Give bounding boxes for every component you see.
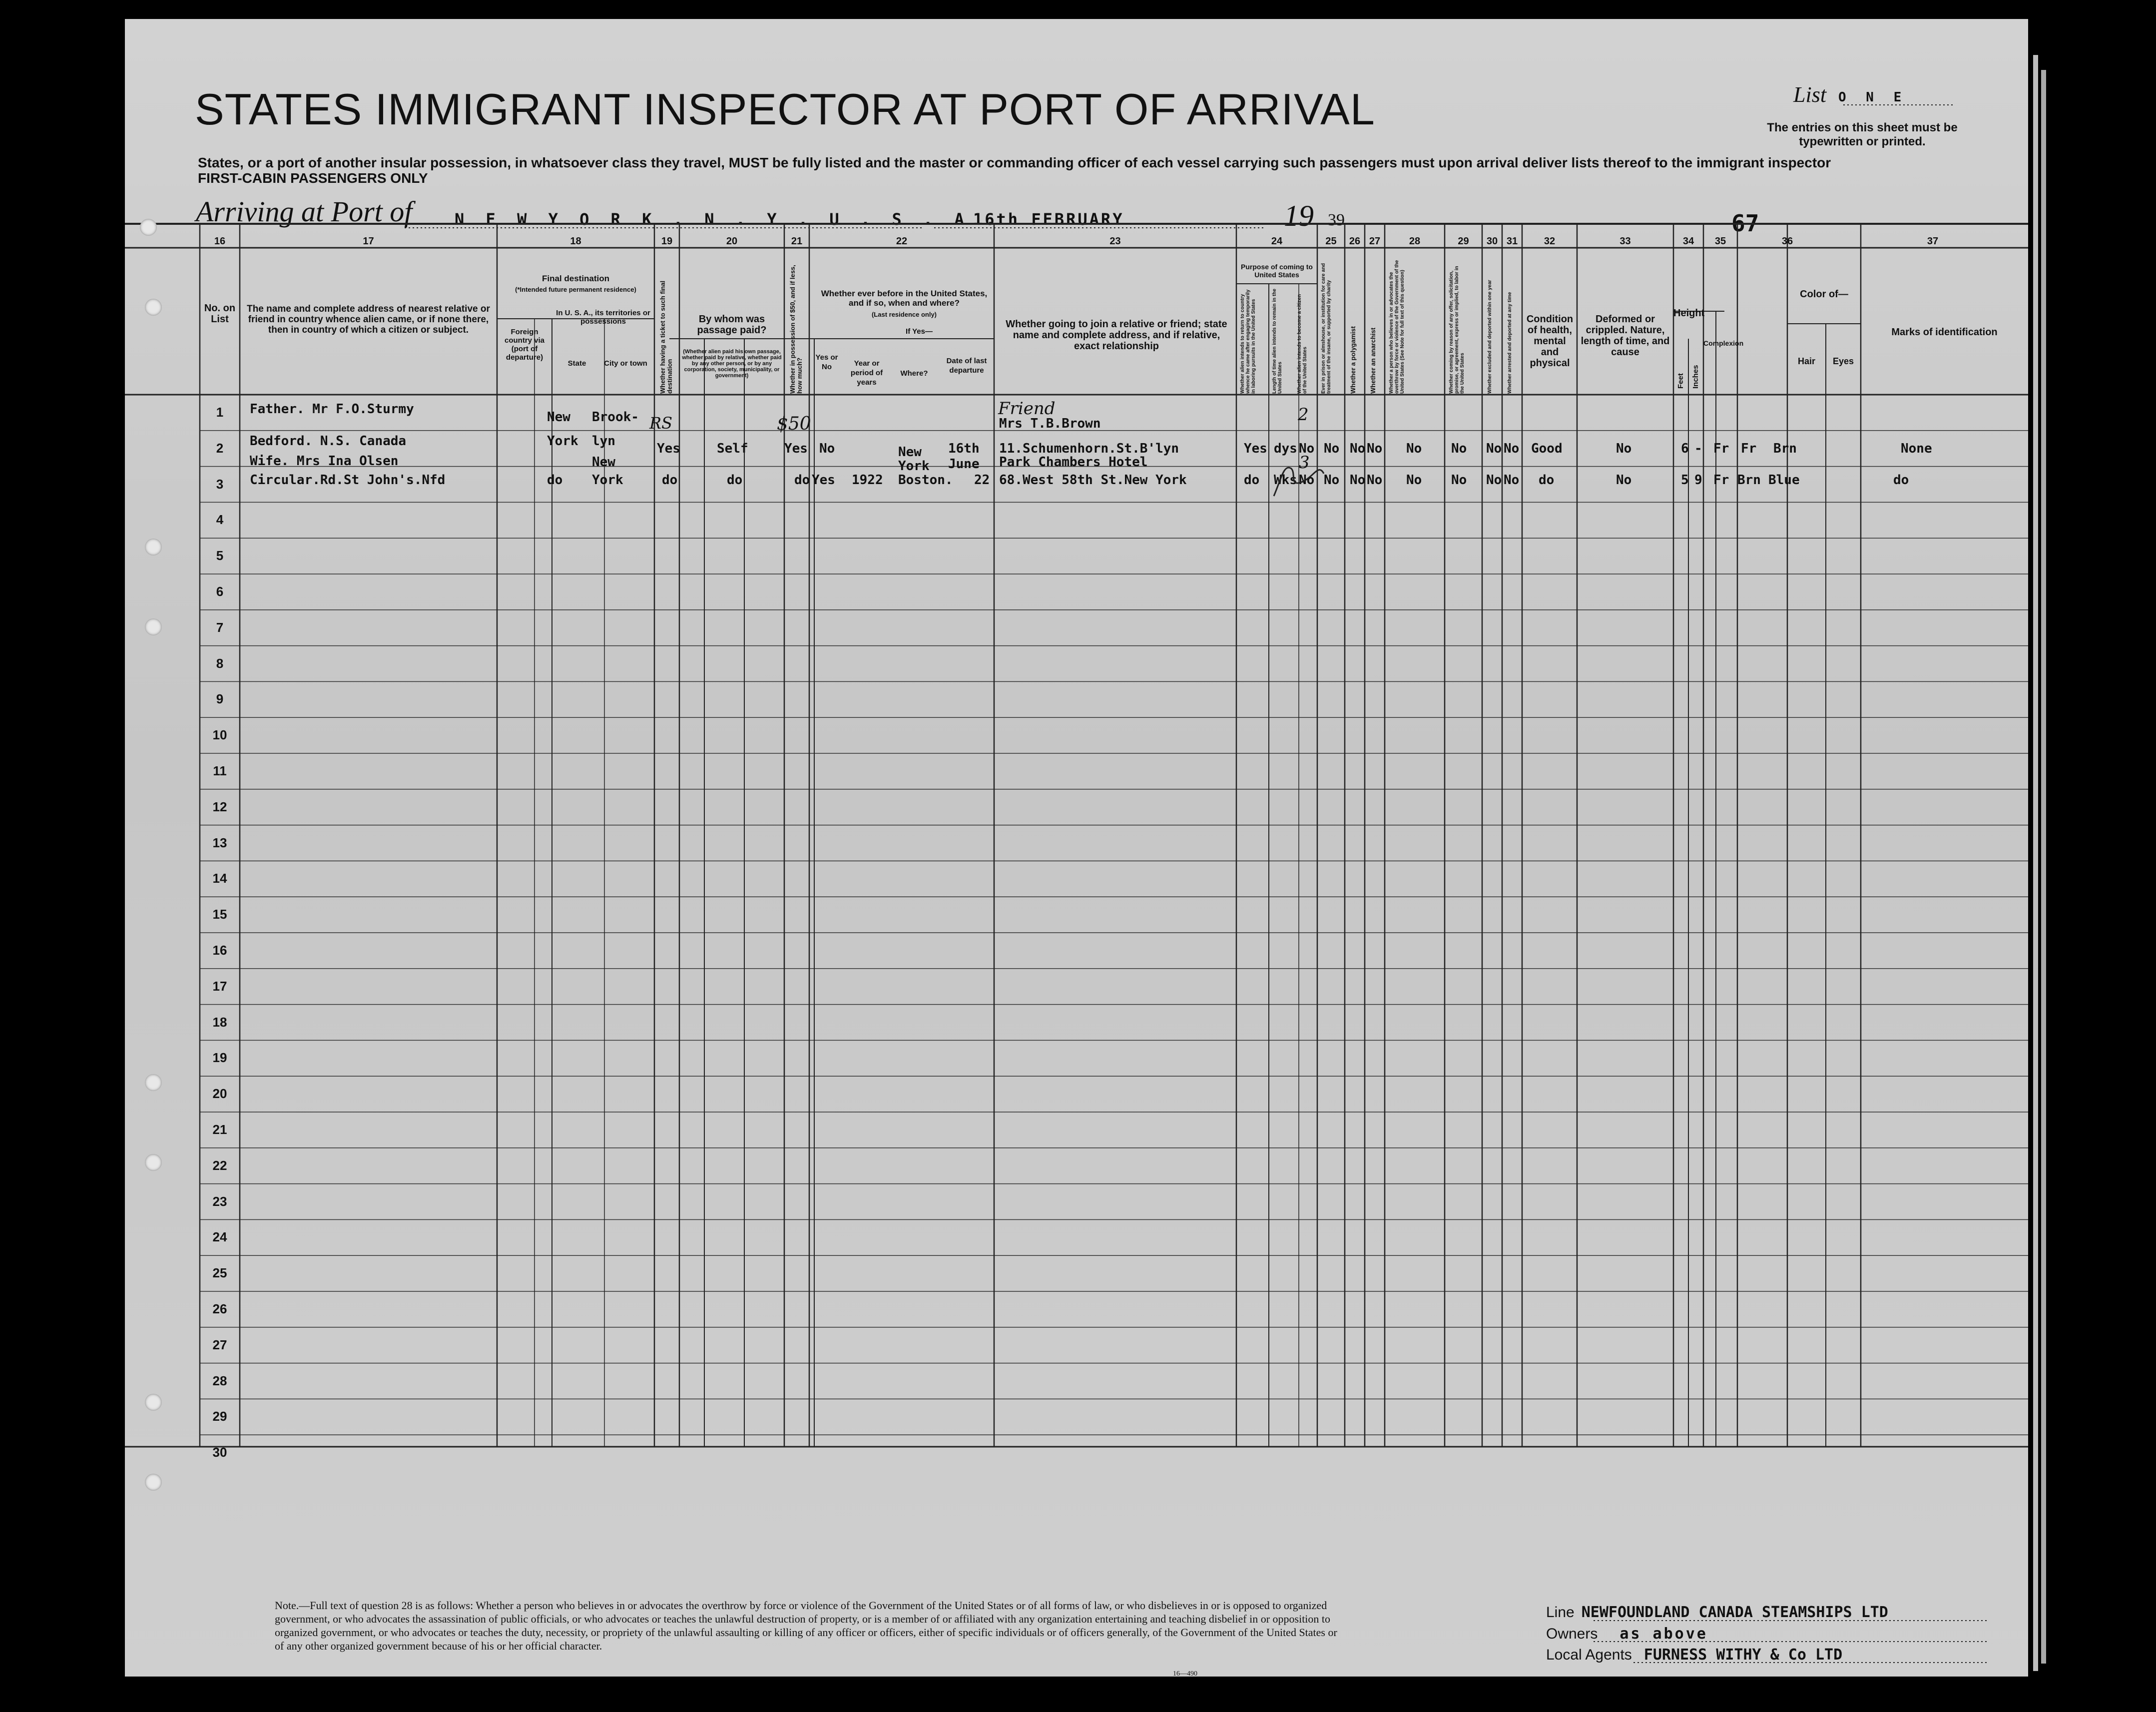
header-purpose: Purpose of coming to United States [1241, 263, 1313, 279]
row-number: 16 [212, 943, 227, 958]
line-value: NEWFOUNDLAND CANADA STEAMSHIPS LTD [1581, 1604, 1888, 1621]
row-number: 4 [216, 512, 224, 528]
r1-relative: Father. Mr F.O.Sturmy [250, 402, 414, 417]
row-number: 12 [212, 799, 227, 814]
header-before-us-sub: (Last residence only) [871, 311, 937, 318]
col-num: 30 [1486, 236, 1498, 247]
r2-eyes: Blue [1768, 473, 1800, 488]
hand-initials: RS [649, 414, 673, 433]
r1-state: York [547, 434, 578, 449]
form-grid [125, 19, 2028, 1677]
header-purpose-a: Whether alien intends to return to country whence he came after engaging temporarily in laboring pursuits in the United States [1240, 289, 1256, 394]
header-feet: Feet [1676, 373, 1685, 389]
r1-ticket: Yes [657, 441, 680, 456]
page-edge [2041, 70, 2046, 1664]
r2-date: June [948, 457, 980, 472]
header-eyes: Eyes [1832, 356, 1854, 366]
col-num: 29 [1458, 236, 1469, 247]
col-num: 35 [1714, 236, 1726, 247]
row-number: 2 [216, 440, 224, 456]
col-num: 34 [1682, 236, 1694, 247]
r2-c24a: do [1244, 473, 1260, 488]
binder-hole [145, 299, 162, 316]
r2-c30: No [1486, 473, 1502, 488]
header-fifty: Whether in possession of $50, and if less, how much? [789, 265, 803, 394]
hand-fifty: $50 [777, 414, 811, 434]
r1-city: lyn [592, 434, 615, 449]
r1-before: No [819, 441, 835, 456]
r1-address: Bedford. N.S. Canada [250, 434, 407, 449]
footer-underlines [1584, 1618, 1993, 1668]
r1-marks: None [1901, 441, 1932, 456]
row-number: 20 [212, 1086, 227, 1102]
hand-stroke [1269, 459, 1329, 504]
col-num: 36 [1781, 236, 1793, 247]
r2-date: 16th [948, 441, 980, 456]
subtitle: States, or a port of another insular possession, in whatsoever class they travel, MUST be fully listed and the master or commanding officer of each vessel carrying such passengers must upon arrival deliver lists thereof to the immigrant inspector [198, 155, 1831, 170]
r2-c28: No [1406, 473, 1422, 488]
r1-c31: No [1504, 441, 1520, 456]
r2-where: Boston. [898, 473, 953, 488]
row-number: 8 [216, 655, 224, 671]
row-number: 29 [212, 1409, 227, 1424]
r1-fifty: Yes [784, 441, 808, 456]
header-no-on-list: No. on List [204, 303, 236, 325]
r2-feet: 5 [1681, 473, 1689, 488]
r1-join: Mrs T.B.Brown [999, 416, 1101, 431]
r2-where: New [898, 445, 922, 460]
r1-city: Brook- [592, 410, 639, 425]
header-overthrow: Whether a person who believes in or advocates the overthrow by force or violence of the Government of the United States (See Note for full text of this question) [1389, 260, 1405, 394]
header-passage-paid: By whom was passage paid? [697, 314, 767, 336]
header-polygamist: Whether a polygamist [1349, 326, 1357, 394]
col-num: 25 [1325, 236, 1337, 247]
row-number: 26 [212, 1301, 227, 1316]
r2-where: York [898, 459, 930, 474]
r1-deformed: No [1616, 441, 1632, 456]
col-num: 23 [1109, 236, 1121, 247]
header-join: Whether going to join a relative or friend; state name and complete address, and if relative, exact relationship [1006, 319, 1227, 352]
r1-c24c: No [1299, 441, 1315, 456]
col-num: 19 [661, 236, 673, 247]
hand-three: 3 [1299, 453, 1310, 473]
r2-fifty: do [794, 473, 810, 488]
row-number: 30 [212, 1445, 227, 1460]
r2-c25: No [1324, 473, 1340, 488]
col-num: 18 [570, 236, 581, 247]
header-state: State [567, 359, 586, 368]
agents-label: Local Agents [1546, 1647, 1632, 1663]
row-number: 18 [212, 1014, 227, 1030]
header-year: Year or period of years [850, 359, 883, 387]
r1-c24a: Yes [1244, 441, 1267, 456]
r2-c26: No [1350, 473, 1366, 488]
r1-c24b: dys [1274, 441, 1297, 456]
r2-c24c: No [1299, 473, 1315, 488]
r2-hair: Brn [1737, 473, 1761, 488]
header-yes-no: Yes or No [815, 353, 838, 371]
r1-c28: No [1406, 441, 1422, 456]
r2-city: New [592, 455, 615, 470]
col-num: 31 [1506, 236, 1518, 247]
row-number: 27 [212, 1337, 227, 1352]
row-number: 24 [212, 1229, 227, 1245]
header-labor-offer: Whether coming by reason of any offer, solicitation, promise, or agreement, express or implied, to labor in the United States [1449, 266, 1465, 394]
r2-address: Circular.Rd.St John's.Nfd [250, 473, 446, 488]
hand-two: 2 [1298, 405, 1309, 425]
col-num: 37 [1927, 236, 1939, 247]
r2-c31: No [1504, 473, 1520, 488]
r2-state: do [547, 473, 563, 488]
header-inches: Inches [1691, 365, 1700, 389]
hand-friend: Friend [998, 399, 1056, 419]
row-number: 3 [216, 476, 224, 492]
r2-ticket: do [662, 473, 678, 488]
col-num: 33 [1619, 236, 1631, 247]
page-edge [2033, 55, 2038, 1671]
header-color: Color of— [1800, 289, 1848, 300]
row-number: 10 [212, 727, 227, 743]
header-deformed: Deformed or crippled. Nature, length of time, and cause [1581, 314, 1670, 358]
r2-year: 1922 [852, 473, 883, 488]
agents-value: FURNESS WITHY & Co LTD [1643, 1646, 1843, 1664]
header-purpose-b: Length of time alien intends to remain in the United States [1272, 288, 1283, 394]
header-city: City or town [604, 359, 647, 368]
r2-c24b: Wks [1274, 473, 1297, 488]
row-number: 25 [212, 1265, 227, 1281]
r1-health: Good [1531, 441, 1563, 456]
header-ticket: Whether having a ticket to such final destination [659, 280, 673, 394]
binder-hole [145, 1074, 162, 1091]
r2-join: Park Chambers Hotel [999, 455, 1148, 470]
header-prison: Ever in prison or almshouse, or institution for care and treatment of the insane, or supported by charity [1321, 263, 1332, 394]
form-code: 16—490 [1173, 1670, 1197, 1678]
header-marks: Marks of identification [1891, 327, 1998, 338]
row-number: 14 [212, 871, 227, 886]
page-number: 67 [1731, 210, 1759, 237]
header-final-destination-sub: (*Intended future permanent residence) [515, 286, 636, 293]
col-num: 24 [1271, 236, 1283, 247]
header-passage-paid-sub: (Whether alien paid his own passage, whether paid by relative, whether paid by any other person, or by any corporation, society, municipality, or government) [682, 349, 782, 379]
header-where: Where? [900, 369, 928, 378]
owners-label: Owners [1546, 1626, 1598, 1642]
binder-hole [145, 539, 162, 556]
r2-complexion: Fr [1713, 473, 1729, 488]
manifest-sheet [125, 19, 2028, 1677]
header-purpose-c: Whether alien intends to become a citizen of the United States [1297, 294, 1308, 394]
year-suffix: 39 [1328, 211, 1345, 229]
header-before-us: Whether ever before in the United States, and if so, when and where? [821, 289, 988, 308]
row-number: 6 [216, 584, 224, 599]
r2-before: Yes [812, 473, 835, 488]
r2-health: do [1539, 473, 1555, 488]
header-relative: The name and complete address of nearest relative or friend in country whence alien came, or if none there, then in country of which a citizen or subject. [247, 304, 490, 335]
col-num: 26 [1349, 236, 1361, 247]
row-number: 17 [212, 978, 227, 994]
page-title: STATES IMMIGRANT INSPECTOR AT PORT OF ARRIVAL [195, 84, 1375, 134]
header-date-departure: Date of last departure [946, 357, 987, 375]
class-line: FIRST-CABIN PASSENGERS ONLY [198, 170, 428, 186]
arrival-date: 16th FEBRUARY [973, 210, 1124, 229]
list-label: List [1793, 82, 1827, 107]
binder-hole [140, 219, 157, 236]
footer-note: Note.—Full text of question 28 is as follows: Whether a person who believes in or advocates the overthrow by force or violence of the Government of the United States or of all forms of law, or who disbelieves in or is opposed to organized government, or who advocates the assassination of public officials, or who advocates or teaches the unlawful destruction of property, or is a member of or affiliated with any organization entertaining and teaching disbelief in or opposition to organized government, or who advocates or teaches the duty, necessity, or propriety of the unlawful assaulting or killing of any officer or officers, either of specific individuals or of officers generally, of the Government of the United States or of any other organized government because of his or her official character. [275, 1599, 1337, 1652]
binder-hole [145, 1394, 162, 1411]
r2-marks: do [1893, 473, 1909, 488]
r1-hair: Fr [1741, 441, 1757, 456]
row-number: 22 [212, 1157, 227, 1173]
col-num: 17 [363, 236, 374, 247]
port-value: N E W Y O R K . N . Y . U . S . A . [455, 210, 1002, 229]
r2-join: 68.West 58th St.New York [999, 473, 1187, 488]
header-if-yes: If Yes— [906, 327, 933, 336]
r1-c30: No [1486, 441, 1502, 456]
header-usa: In U. S. A., its territories or possessions [556, 309, 650, 326]
binder-hole [145, 1154, 162, 1171]
r1-join: 11.Schumenhorn.St.B'lyn [999, 441, 1179, 456]
r1-inches: - [1694, 441, 1702, 456]
list-value: O N E [1838, 90, 1908, 105]
row-number: 9 [216, 691, 224, 707]
row-number: 15 [212, 907, 227, 922]
header-health: Condition of health, mental and physical [1526, 314, 1574, 369]
row-number: 7 [216, 619, 224, 635]
year-prefix: 19 [1284, 199, 1314, 232]
header-foreign-country: Foreign country via (port of departure) [504, 328, 545, 362]
header-anarchist: Whether an anarchist [1369, 327, 1377, 394]
r2-c29: No [1451, 473, 1467, 488]
owners-value: as above [1619, 1625, 1708, 1643]
r1-c25: No [1324, 441, 1340, 456]
r1-paid: Self [717, 441, 748, 456]
r2-city: York [592, 473, 623, 488]
row-number: 5 [216, 548, 224, 564]
col-num: 32 [1544, 236, 1556, 247]
header-height: Height [1673, 308, 1705, 319]
r1-complexion: Fr [1713, 441, 1729, 456]
r1-c29: No [1451, 441, 1467, 456]
row-number: 1 [216, 405, 224, 420]
line-label: Line [1546, 1604, 1575, 1621]
row-number: 28 [212, 1373, 227, 1388]
col-num: 28 [1409, 236, 1421, 247]
r1-eyes: Brn [1773, 441, 1797, 456]
entries-note: The entries on this sheet must be typewritten or printed. [1767, 121, 1958, 148]
col-num: 20 [726, 236, 738, 247]
binder-hole [145, 1474, 162, 1491]
col-num: 16 [214, 236, 226, 247]
col-num: 21 [791, 236, 803, 247]
r2-relative: Wife. Mrs Ina Olsen [250, 454, 399, 469]
header-excluded: Whether excluded and deported within one year [1487, 280, 1493, 394]
r2-deformed: No [1616, 473, 1632, 488]
r2-c27: No [1367, 473, 1383, 488]
col-num: 22 [896, 236, 908, 247]
r2-inches: 9 [1694, 473, 1702, 488]
header-final-destination: Final destination [541, 274, 610, 283]
r2-date: 22 [974, 473, 990, 488]
row-number: 13 [212, 835, 227, 850]
arriving-label: Arriving at Port of [196, 195, 413, 228]
r2-paid: do [727, 473, 743, 488]
binder-hole [145, 618, 162, 635]
header-hair: Hair [1797, 356, 1815, 366]
header-arrested: Whether arrested and deported at any time [1507, 292, 1513, 394]
r1-c27: No [1367, 441, 1383, 456]
col-num: 27 [1369, 236, 1381, 247]
row-number: 11 [213, 763, 227, 778]
row-number: 19 [212, 1050, 227, 1066]
row-number: 23 [212, 1193, 227, 1209]
r1-state: New [547, 410, 570, 425]
r1-c26: No [1350, 441, 1366, 456]
header-complexion: Complexion [1703, 339, 1744, 347]
r1-feet: 6 [1681, 441, 1689, 456]
row-number: 21 [212, 1122, 227, 1137]
